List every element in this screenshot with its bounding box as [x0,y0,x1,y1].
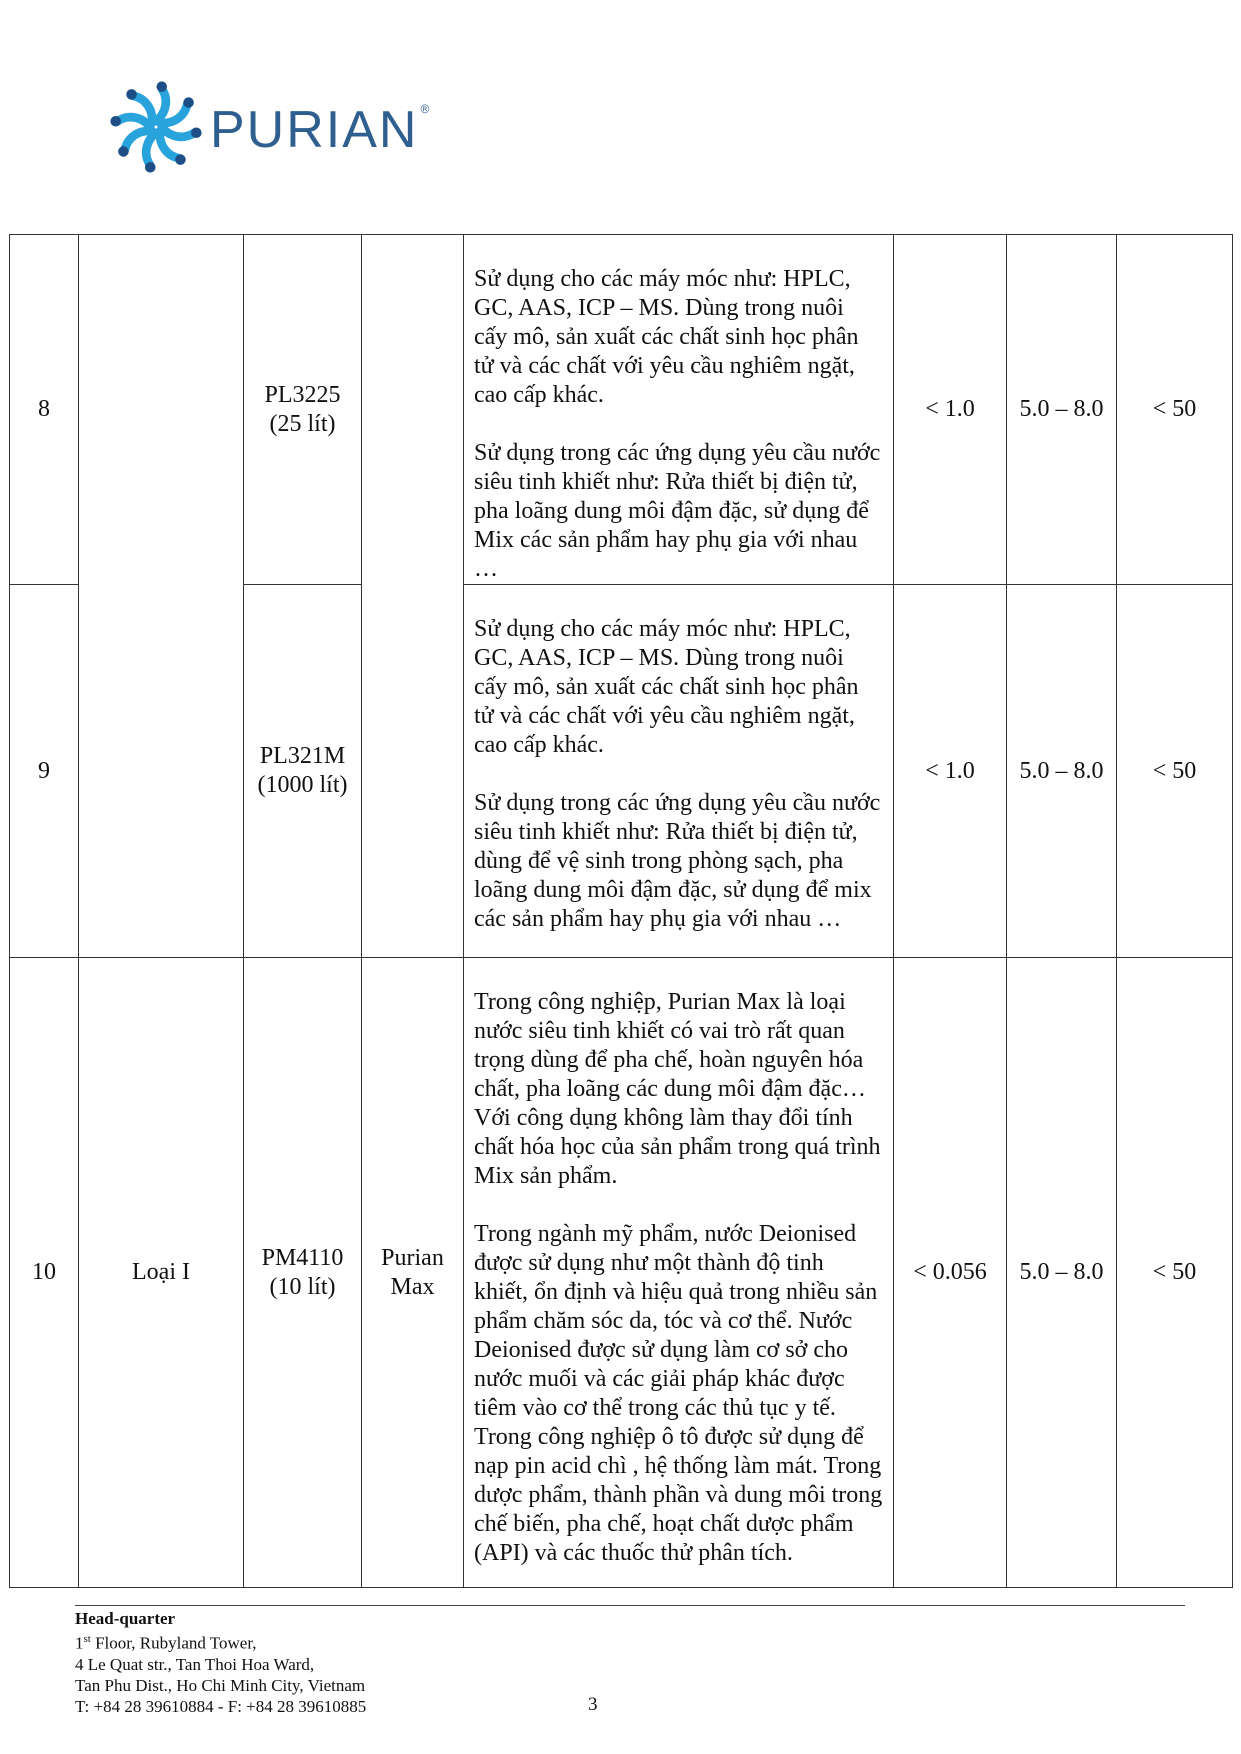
footer-address-line1 [75,1629,1185,1654]
footer-phone-fax: T: +84 28 39610884 - F: +84 28 39610885 [75,1696,367,1716]
floor-suffix: st [83,1633,91,1645]
value-2: 5.0 – 8.0 [1007,958,1117,1588]
description-paragraph: Trong ngành mỹ phẩm, nước Deionised được sử dụng như một thành độ tinh khiết, ổn định và hiệu quả trong nhiều sản phẩm chăm sóc da, tóc và cơ thể. Nước Deionised được sử dụng làm cơ sở cho nước muối và các giải pháp khác được tiêm vào cơ thể trong các thủ tục y tế. Trong công nghiệp ô tô được sử dụng để nạp pin acid chì , hệ thống làm mát. Trong dược phẩm, thành phần và dung môi trong chế biến, pha chế, hoạt chất dược phẩm (API) và các thuốc thử phân tích. [474,1221,883,1566]
value-2: 5.0 – 8.0 [1007,585,1117,958]
product-name-line2: Max [390,1273,435,1300]
product-name-line1: Purian [381,1244,444,1271]
spec-table [9,234,1233,1588]
footer [75,1605,1185,1717]
description-paragraph: Sử dụng cho các máy móc như: HPLC, GC, AAS, ICP – MS. Dùng trong nuôi cấy mô, sản xuất các chất sinh học phân tử và các chất với yêu cầu nghiêm ngặt, cao cấp khác. [474,266,859,408]
page-number: 3 [588,1694,598,1715]
value-1: < 1.0 [894,235,1007,585]
registered-mark: ® [420,102,430,116]
floor-text: Floor, Rubyland Tower, [90,1633,257,1653]
value-3: < 50 [1117,235,1233,585]
description-cell [464,958,894,1588]
type-cell-empty [79,235,244,958]
description-paragraph: Sử dụng trong các ứng dụng yêu cầu nước siêu tinh khiết như: Rửa thiết bị điện tử, pha loãng dung môi đậm đặc, sử dụng để Mix các sản phẩm hay phụ gia với nhau … [474,440,881,582]
row-number: 8 [10,235,79,585]
product-cell-empty [362,235,464,958]
model-cell [244,585,362,958]
purian-logo [108,72,429,182]
floor-number: 1 [75,1633,84,1653]
description-paragraph: Sử dụng cho các máy móc như: HPLC, GC, AAS, ICP – MS. Dùng trong nuôi cấy mô, sản xuất các chất sinh học phân tử và các chất với yêu cầu nghiêm ngặt, cao cấp khác. [474,616,859,758]
row-number: 9 [10,585,79,958]
value-3: < 50 [1117,585,1233,958]
description-cell [464,585,894,958]
model-code: PM4110 [261,1244,344,1271]
footer-address-line2: 4 Le Quat str., Tan Thoi Hoa Ward, [75,1654,315,1674]
footer-title: Head-quarter [75,1609,176,1628]
table-row [10,235,1233,585]
model-volume: (1000 lít) [257,772,348,798]
value-3: < 50 [1117,958,1233,1588]
model-volume: (25 lít) [269,410,336,437]
description-paragraph: Trong công nghiệp, Purian Max là loại nước siêu tinh khiết có vai trò rất quan trọng dùng để pha chế, hoàn nguyên hóa chất, pha loãng các dung môi đậm đặc… Với công dụng không làm thay đổi tính chất hóa học của sản phẩm trong quá trình Mix sản phẩm. [474,989,881,1189]
logo-wordmark: PURIAN [210,101,419,159]
value-1: < 0.056 [894,958,1007,1588]
purian-swirl-icon [108,79,204,175]
value-2: 5.0 – 8.0 [1007,235,1117,585]
description-cell [464,235,894,585]
value-1: < 1.0 [894,585,1007,958]
model-volume: (10 lít) [269,1273,336,1300]
table-row [10,958,1233,1588]
row-number: 10 [10,958,79,1588]
description-paragraph: Sử dụng trong các ứng dụng yêu cầu nước siêu tinh khiết như: Rửa thiết bị điện tử, dùng để vệ sinh trong phòng sạch, pha loãng dung môi đậm đặc, sử dụng để mix các sản phẩm hay phụ gia với nhau … [474,790,881,932]
model-code: PL3225 [264,381,341,408]
type-cell: Loại I [79,958,244,1588]
model-code: PL321M [259,743,346,769]
model-cell [244,235,362,585]
product-cell [362,958,464,1588]
footer-address-line3: Tan Phu Dist., Ho Chi Minh City, Vietnam [75,1675,366,1695]
model-cell [244,958,362,1588]
